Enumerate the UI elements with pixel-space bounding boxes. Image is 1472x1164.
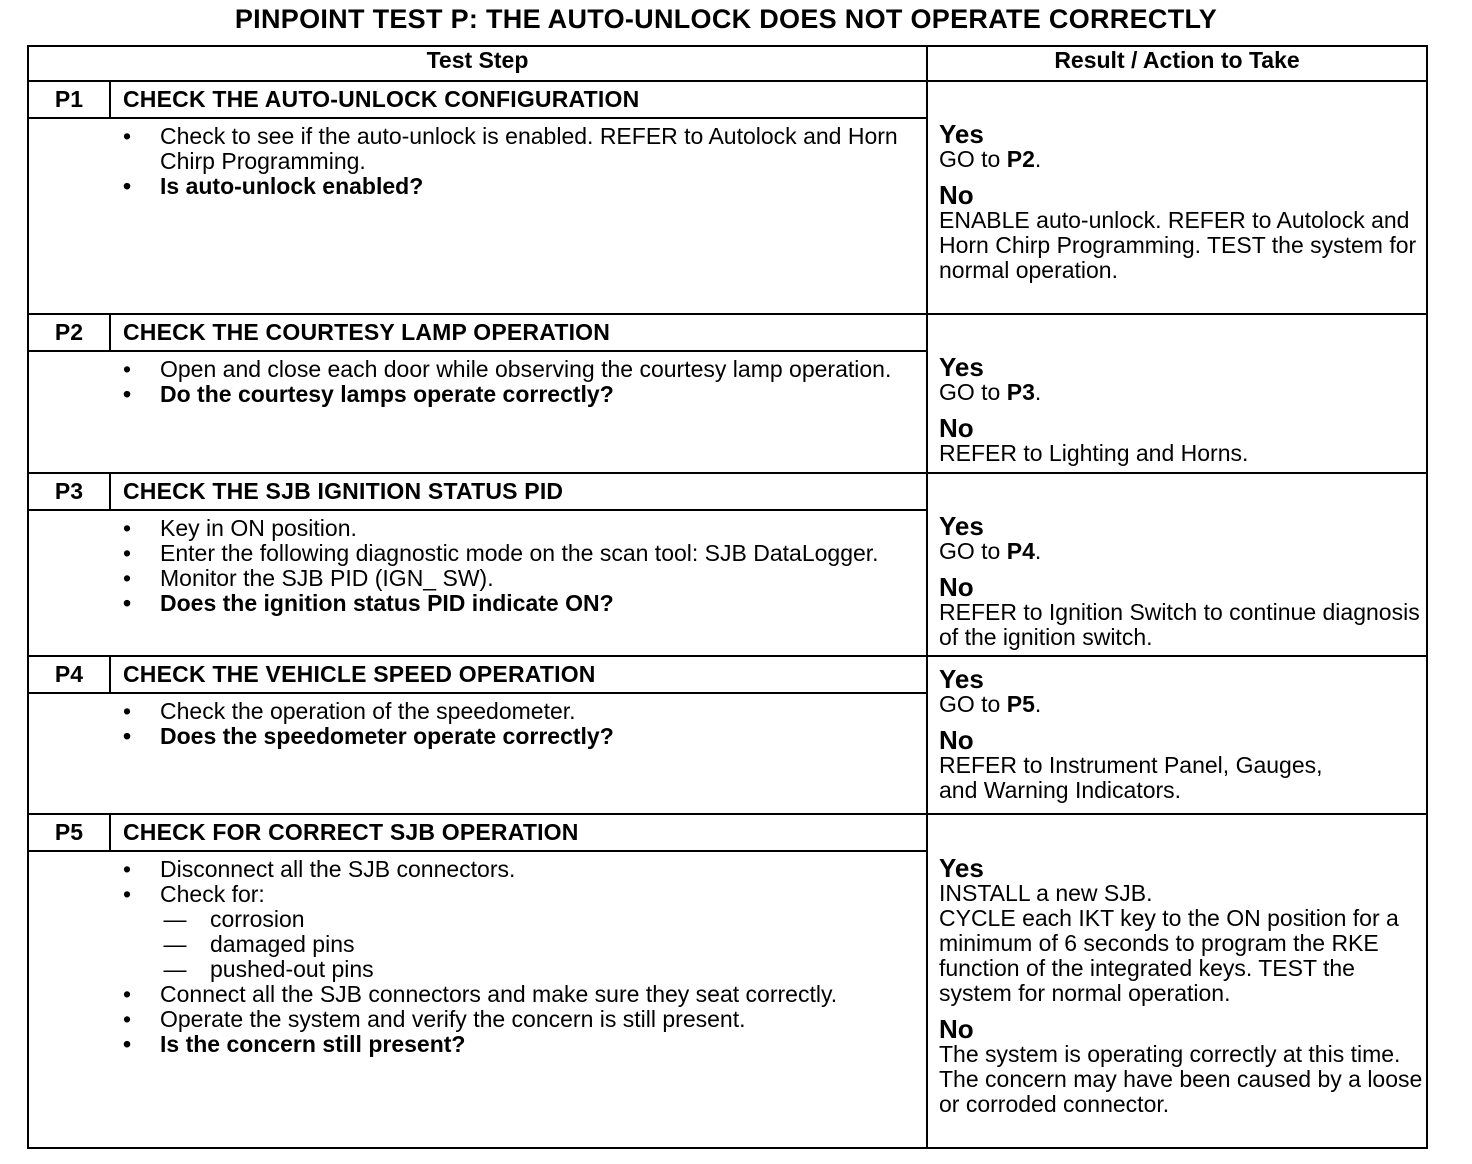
bullet-icon: •: [122, 173, 132, 199]
list-item: • Check for:: [120, 882, 920, 907]
list-item: • Is the concern still present?: [120, 1032, 920, 1057]
no-label: No: [939, 572, 974, 602]
row-rule-p2: [27, 472, 1428, 474]
step-instructions: [120, 516, 920, 616]
bullet-icon: •: [122, 123, 132, 149]
no-action: The system is operating correctly at this time. The concern may have been caused by a loose or corroded connector.: [939, 1041, 1423, 1117]
step-id: P4: [54, 661, 84, 687]
bullet-icon: •: [122, 590, 132, 616]
step-result: [939, 855, 1424, 1117]
list-item: • Open and close each door while observing the courtesy lamp operation.: [120, 357, 920, 382]
bullet-icon: •: [122, 1006, 132, 1032]
step-link[interactable]: P5: [1006, 691, 1035, 717]
step-heading: CHECK THE SJB IGNITION STATUS PID: [123, 478, 564, 504]
id-divider-p4: [109, 657, 111, 694]
heading-rule-p4: [27, 692, 928, 694]
id-divider-p5: [109, 815, 111, 852]
no-label: No: [939, 413, 974, 443]
header-result: Result / Action to Take: [1054, 47, 1300, 73]
step-link[interactable]: P4: [1006, 538, 1035, 564]
step-instructions: [120, 357, 920, 407]
heading-rule-p5: [27, 850, 928, 852]
bullet-icon: •: [122, 565, 132, 591]
id-divider-p2: [109, 315, 111, 352]
no-label: No: [939, 725, 974, 755]
row-rule-p1: [27, 313, 1428, 315]
yes-label: Yes: [939, 664, 984, 694]
no-label: No: [939, 1014, 974, 1044]
step-instructions: [120, 124, 920, 199]
list-item: • Do the courtesy lamps operate correctly?: [120, 382, 920, 407]
heading-rule-p1: [27, 117, 928, 119]
list-item: — corrosion: [163, 906, 305, 932]
no-label: No: [939, 180, 974, 210]
list-item: • Monitor the SJB PID (IGN_ SW).: [120, 566, 920, 591]
list-item: • Enter the following diagnostic mode on the scan tool: SJB DataLogger.: [120, 541, 920, 566]
step-id: P5: [54, 819, 84, 845]
bullet-icon: •: [122, 723, 132, 749]
step-link[interactable]: P2: [1006, 146, 1035, 172]
column-divider: [926, 45, 928, 1149]
bullet-icon: •: [122, 1031, 132, 1057]
dash-icon: —: [163, 906, 187, 932]
bullet-icon: •: [122, 698, 132, 724]
yes-label: Yes: [939, 119, 984, 149]
step-result: [939, 513, 1424, 650]
yes-action: GO to P4.: [939, 538, 1042, 564]
yes-action: GO to P3.: [939, 379, 1042, 405]
yes-action: GO to P2.: [939, 146, 1042, 172]
step-instructions: [120, 699, 920, 749]
step-link[interactable]: P3: [1006, 379, 1035, 405]
no-action: REFER to Ignition Switch to continue diagnosis of the ignition switch.: [939, 599, 1420, 650]
yes-action-detail: CYCLE each IKT key to the ON position for a minimum of 6 seconds to program the RKE function of the integrated keys. TEST the system for normal operation.: [939, 905, 1399, 1006]
step-result: [939, 354, 1424, 466]
yes-label: Yes: [939, 352, 984, 382]
step-heading: CHECK THE VEHICLE SPEED OPERATION: [123, 661, 596, 687]
list-item: • Check to see if the auto-unlock is enabled. REFER to Autolock and Horn Chirp Programming.: [120, 124, 920, 174]
row-rule-p3: [27, 655, 1428, 657]
step-result: [939, 121, 1424, 283]
heading-rule-p2: [27, 350, 928, 352]
bullet-icon: •: [122, 881, 132, 907]
id-divider-p3: [109, 474, 111, 511]
list-item: — pushed-out pins: [163, 956, 374, 982]
yes-action: INSTALL a new SJB.: [939, 880, 1153, 906]
bullet-icon: •: [122, 981, 132, 1007]
no-action: REFER to Instrument Panel, Gauges, and Warning Indicators.: [939, 752, 1323, 803]
yes-label: Yes: [939, 511, 984, 541]
bullet-icon: •: [122, 356, 132, 382]
header-test-step: Test Step: [426, 47, 529, 73]
step-heading: CHECK THE AUTO-UNLOCK CONFIGURATION: [123, 86, 640, 112]
dash-icon: —: [163, 956, 187, 982]
step-instructions: [120, 857, 920, 1057]
page-title: PINPOINT TEST P: THE AUTO-UNLOCK DOES NOT OPERATE CORRECTLY: [234, 4, 1218, 34]
list-item: • Key in ON position.: [120, 516, 920, 541]
step-result: [939, 666, 1424, 803]
list-item: — damaged pins: [163, 931, 355, 957]
dash-icon: —: [163, 931, 187, 957]
bullet-icon: •: [122, 856, 132, 882]
header-rule: [27, 80, 1428, 82]
yes-label: Yes: [939, 853, 984, 883]
step-id: P3: [54, 478, 84, 504]
no-action: ENABLE auto-unlock. REFER to Autolock and Horn Chirp Programming. TEST the system for normal operation.: [939, 207, 1417, 283]
heading-rule-p3: [27, 509, 928, 511]
step-heading: CHECK THE COURTESY LAMP OPERATION: [123, 319, 611, 345]
id-divider-p1: [109, 82, 111, 119]
list-item: • Check the operation of the speedometer.: [120, 699, 920, 724]
list-item: • Connect all the SJB connectors and make sure they seat correctly.: [120, 982, 920, 1007]
list-item: • Disconnect all the SJB connectors.: [120, 857, 920, 882]
bullet-icon: •: [122, 540, 132, 566]
bullet-icon: •: [122, 381, 132, 407]
step-id: P1: [54, 86, 84, 112]
no-action: REFER to Lighting and Horns.: [939, 440, 1249, 466]
list-item: • Does the speedometer operate correctly?: [120, 724, 920, 749]
list-item: • Operate the system and verify the concern is still present.: [120, 1007, 920, 1032]
list-item: • Does the ignition status PID indicate ON?: [120, 591, 920, 616]
row-rule-p4: [27, 813, 1428, 815]
list-item: • Is auto-unlock enabled?: [120, 174, 920, 199]
step-id: P2: [54, 319, 84, 345]
step-heading: CHECK FOR CORRECT SJB OPERATION: [123, 819, 579, 845]
bullet-icon: •: [122, 515, 132, 541]
yes-action: GO to P5.: [939, 691, 1042, 717]
